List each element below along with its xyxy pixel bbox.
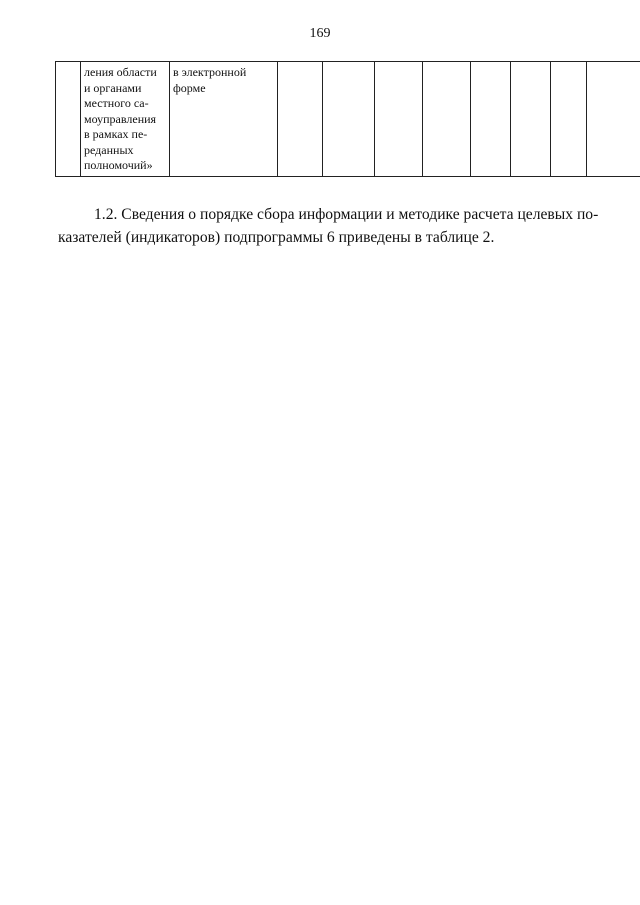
table-cell-empty <box>551 62 587 177</box>
table-cell-empty <box>471 62 511 177</box>
table-cell-empty <box>423 62 471 177</box>
cell-line: в электронной <box>173 65 247 79</box>
cell-line: полномочий» <box>84 158 153 172</box>
cell-line: ления области <box>84 65 157 79</box>
table-cell-form <box>170 62 278 177</box>
table-cell-indicator-name <box>81 62 170 177</box>
continuation-table <box>55 61 640 177</box>
table-cell-empty <box>278 62 323 177</box>
table-cell-empty <box>375 62 423 177</box>
cell-line: реданных <box>84 142 134 157</box>
paragraph-line: 1.2. Сведения о порядке сбора информации и методике расчета целевых по- <box>94 206 599 223</box>
table-cell-empty <box>323 62 375 177</box>
cell-line: моуправления <box>84 111 157 126</box>
cell-line: в рамках пе- <box>84 127 148 141</box>
table-row <box>56 62 640 177</box>
cell-line: и органами <box>84 80 142 95</box>
table-cell-number <box>56 62 81 177</box>
cell-line: форме <box>173 80 206 95</box>
body-paragraph <box>58 203 606 249</box>
table-cell-empty <box>587 62 640 177</box>
page-number: 169 <box>309 26 331 41</box>
paragraph-line: казателей (индикаторов) подпрограммы 6 приведены в таблице 2. <box>58 229 495 246</box>
table-cell-empty <box>511 62 551 177</box>
cell-line: местного са- <box>84 96 149 110</box>
